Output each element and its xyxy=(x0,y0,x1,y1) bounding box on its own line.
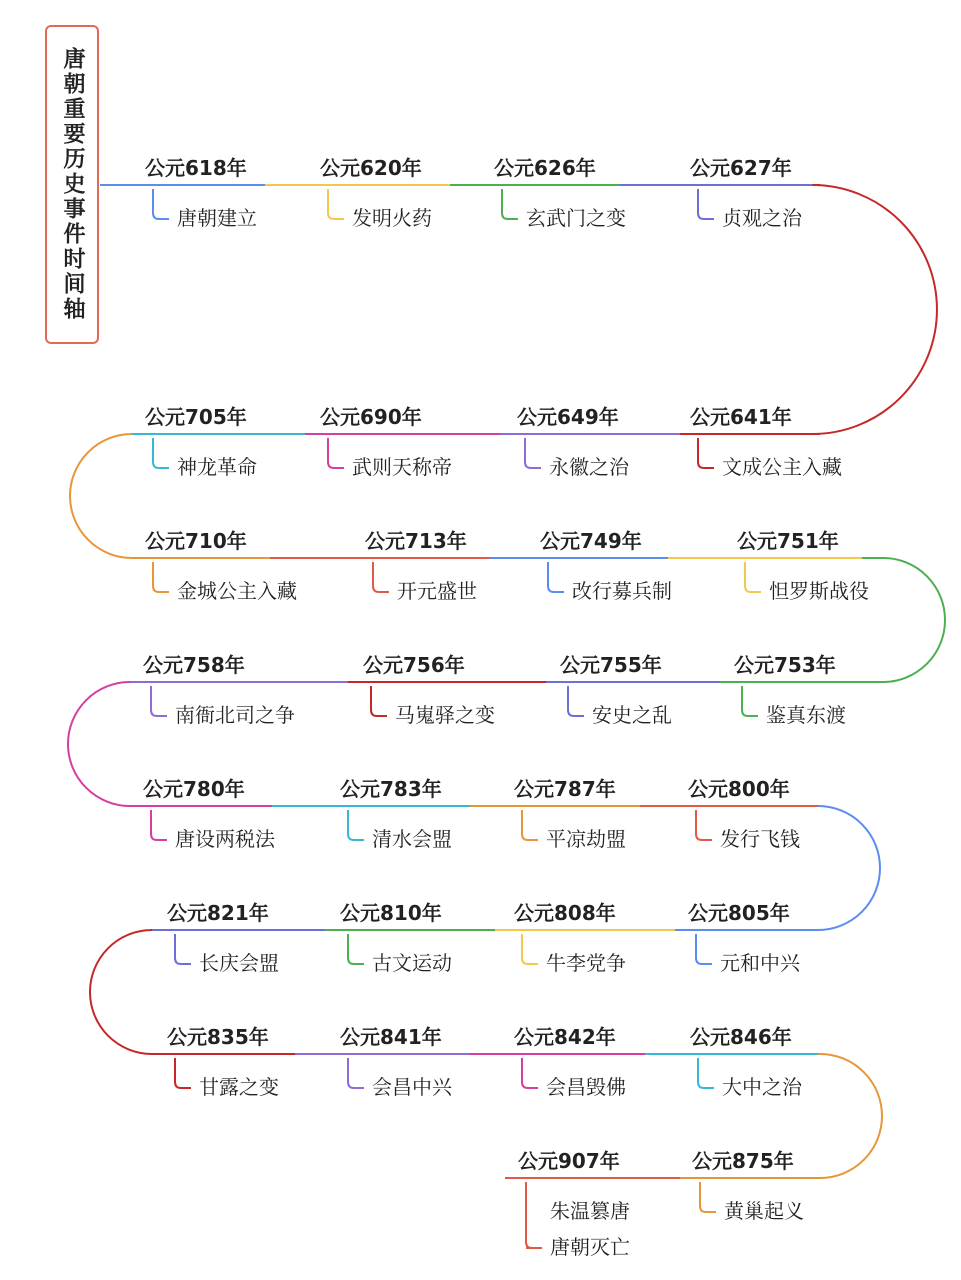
event-label: 大中之治 xyxy=(722,1075,802,1099)
timeline-node xyxy=(340,777,452,851)
year-label: 公元751年 xyxy=(737,529,839,553)
timeline-node xyxy=(517,405,630,479)
event-bracket xyxy=(328,189,344,219)
timeline-node xyxy=(167,901,279,975)
event-bracket xyxy=(526,1182,542,1248)
event-bracket xyxy=(568,686,584,716)
event-label: 马嵬驿之变 xyxy=(395,703,495,727)
timeline-turn xyxy=(818,1054,882,1178)
year-label: 公元800年 xyxy=(688,777,790,801)
event-bracket xyxy=(698,438,714,468)
timeline-turn xyxy=(862,558,945,682)
event-bracket xyxy=(522,934,538,964)
year-label: 公元758年 xyxy=(143,653,245,677)
timeline-node xyxy=(145,156,257,230)
year-label: 公元641年 xyxy=(690,405,792,429)
year-label: 公元755年 xyxy=(560,653,662,677)
year-label: 公元756年 xyxy=(363,653,465,677)
timeline-node xyxy=(320,156,432,230)
timeline-node xyxy=(540,529,672,603)
event-label: 长庆会盟 xyxy=(199,951,279,975)
event-label: 鉴真东渡 xyxy=(766,703,846,727)
event-label: 改行募兵制 xyxy=(572,579,672,603)
event-bracket xyxy=(696,934,712,964)
timeline-node xyxy=(692,1149,804,1223)
year-label: 公元841年 xyxy=(340,1025,442,1049)
event-bracket xyxy=(153,189,169,219)
event-label: 发明火药 xyxy=(352,206,432,230)
event-bracket xyxy=(371,686,387,716)
event-bracket xyxy=(522,810,538,840)
event-label: 贞观之治 xyxy=(722,206,802,230)
year-label: 公元749年 xyxy=(540,529,642,553)
year-label: 公元875年 xyxy=(692,1149,794,1173)
timeline-turn xyxy=(818,806,880,930)
event-label: 古文运动 xyxy=(372,951,452,975)
year-label: 公元626年 xyxy=(494,156,596,180)
year-label: 公元690年 xyxy=(320,405,422,429)
event-label: 唐朝建立 xyxy=(177,206,257,230)
event-label: 神龙革命 xyxy=(177,455,257,479)
event-label: 平凉劫盟 xyxy=(546,827,626,851)
year-label: 公元907年 xyxy=(518,1149,620,1173)
event-label: 南衙北司之争 xyxy=(175,703,295,727)
event-bracket xyxy=(742,686,758,716)
event-label: 牛李党争 xyxy=(546,951,626,975)
year-label: 公元710年 xyxy=(145,529,247,553)
year-label: 公元821年 xyxy=(167,901,269,925)
timeline-turn xyxy=(90,930,152,1054)
timeline-node xyxy=(514,777,626,851)
year-label: 公元705年 xyxy=(145,405,247,429)
event-label: 玄武门之变 xyxy=(526,206,626,230)
timeline-node xyxy=(690,405,842,479)
timeline-node xyxy=(494,156,626,230)
event-label: 会昌中兴 xyxy=(372,1075,452,1099)
event-bracket xyxy=(696,810,712,840)
event-bracket xyxy=(745,562,761,592)
event-bracket xyxy=(151,686,167,716)
timeline-node xyxy=(518,1149,630,1259)
event-label: 永徽之治 xyxy=(549,455,629,479)
year-label: 公元846年 xyxy=(690,1025,792,1049)
timeline-node xyxy=(734,653,846,727)
event-label: 武则天称帝 xyxy=(352,455,452,479)
event-label: 金城公主入藏 xyxy=(177,579,297,603)
event-label: 文成公主入藏 xyxy=(722,455,842,479)
event-bracket xyxy=(698,189,714,219)
year-label: 公元787年 xyxy=(514,777,616,801)
event-label: 发行飞钱 xyxy=(720,827,800,851)
event-label: 甘露之变 xyxy=(199,1075,279,1099)
event-bracket xyxy=(525,438,541,468)
timeline-node xyxy=(514,901,626,975)
event-label: 清水会盟 xyxy=(372,827,452,851)
event-bracket xyxy=(175,934,191,964)
event-bracket xyxy=(502,189,518,219)
timeline-node xyxy=(690,1025,803,1099)
timeline-node xyxy=(340,901,452,975)
year-label: 公元620年 xyxy=(320,156,422,180)
event-bracket xyxy=(698,1058,714,1088)
timeline-turn xyxy=(813,185,937,434)
year-label: 公元808年 xyxy=(514,901,616,925)
timeline-node xyxy=(690,156,803,230)
timeline-node xyxy=(143,777,276,851)
event-bracket xyxy=(548,562,564,592)
timeline-turn xyxy=(70,434,132,558)
timeline-node xyxy=(737,529,869,603)
event-bracket xyxy=(348,810,364,840)
event-bracket xyxy=(153,438,169,468)
year-label: 公元618年 xyxy=(145,156,247,180)
timeline-node xyxy=(145,529,297,603)
timeline-node xyxy=(365,529,477,603)
timeline-node xyxy=(167,1025,279,1099)
event-bracket xyxy=(700,1182,716,1212)
timeline-node xyxy=(340,1025,453,1099)
year-label: 公元783年 xyxy=(340,777,442,801)
timeline-node xyxy=(688,777,800,851)
timeline-node xyxy=(560,653,672,727)
event-label: 安史之乱 xyxy=(592,703,672,727)
timeline-node xyxy=(363,653,495,727)
year-label: 公元835年 xyxy=(167,1025,269,1049)
event-label: 唐设两税法 xyxy=(175,827,275,851)
timeline-node xyxy=(145,405,257,479)
event-bracket xyxy=(153,562,169,592)
event-label: 唐朝灭亡 xyxy=(550,1235,630,1259)
timeline-title: 唐朝重要历史事件时间轴 xyxy=(60,47,85,322)
timeline-node xyxy=(320,405,452,479)
event-bracket xyxy=(348,1058,364,1088)
event-bracket xyxy=(373,562,389,592)
event-label: 怛罗斯战役 xyxy=(769,579,869,603)
year-label: 公元627年 xyxy=(690,156,792,180)
event-label: 元和中兴 xyxy=(720,951,800,975)
timeline-turn xyxy=(68,682,130,806)
event-bracket xyxy=(151,810,167,840)
timeline-node xyxy=(688,901,801,975)
year-label: 公元805年 xyxy=(688,901,790,925)
year-label: 公元842年 xyxy=(514,1025,616,1049)
event-bracket xyxy=(175,1058,191,1088)
event-label: 黄巢起义 xyxy=(724,1199,804,1223)
year-label: 公元810年 xyxy=(340,901,442,925)
event-label: 会昌毁佛 xyxy=(546,1075,626,1099)
event-bracket xyxy=(522,1058,538,1088)
year-label: 公元649年 xyxy=(517,405,619,429)
event-label: 朱温篡唐 xyxy=(550,1199,630,1223)
event-label: 开元盛世 xyxy=(397,579,477,603)
timeline-node xyxy=(143,653,295,727)
year-label: 公元780年 xyxy=(143,777,245,801)
event-bracket xyxy=(328,438,344,468)
year-label: 公元753年 xyxy=(734,653,836,677)
event-bracket xyxy=(348,934,364,964)
timeline-node xyxy=(514,1025,626,1099)
year-label: 公元713年 xyxy=(365,529,467,553)
